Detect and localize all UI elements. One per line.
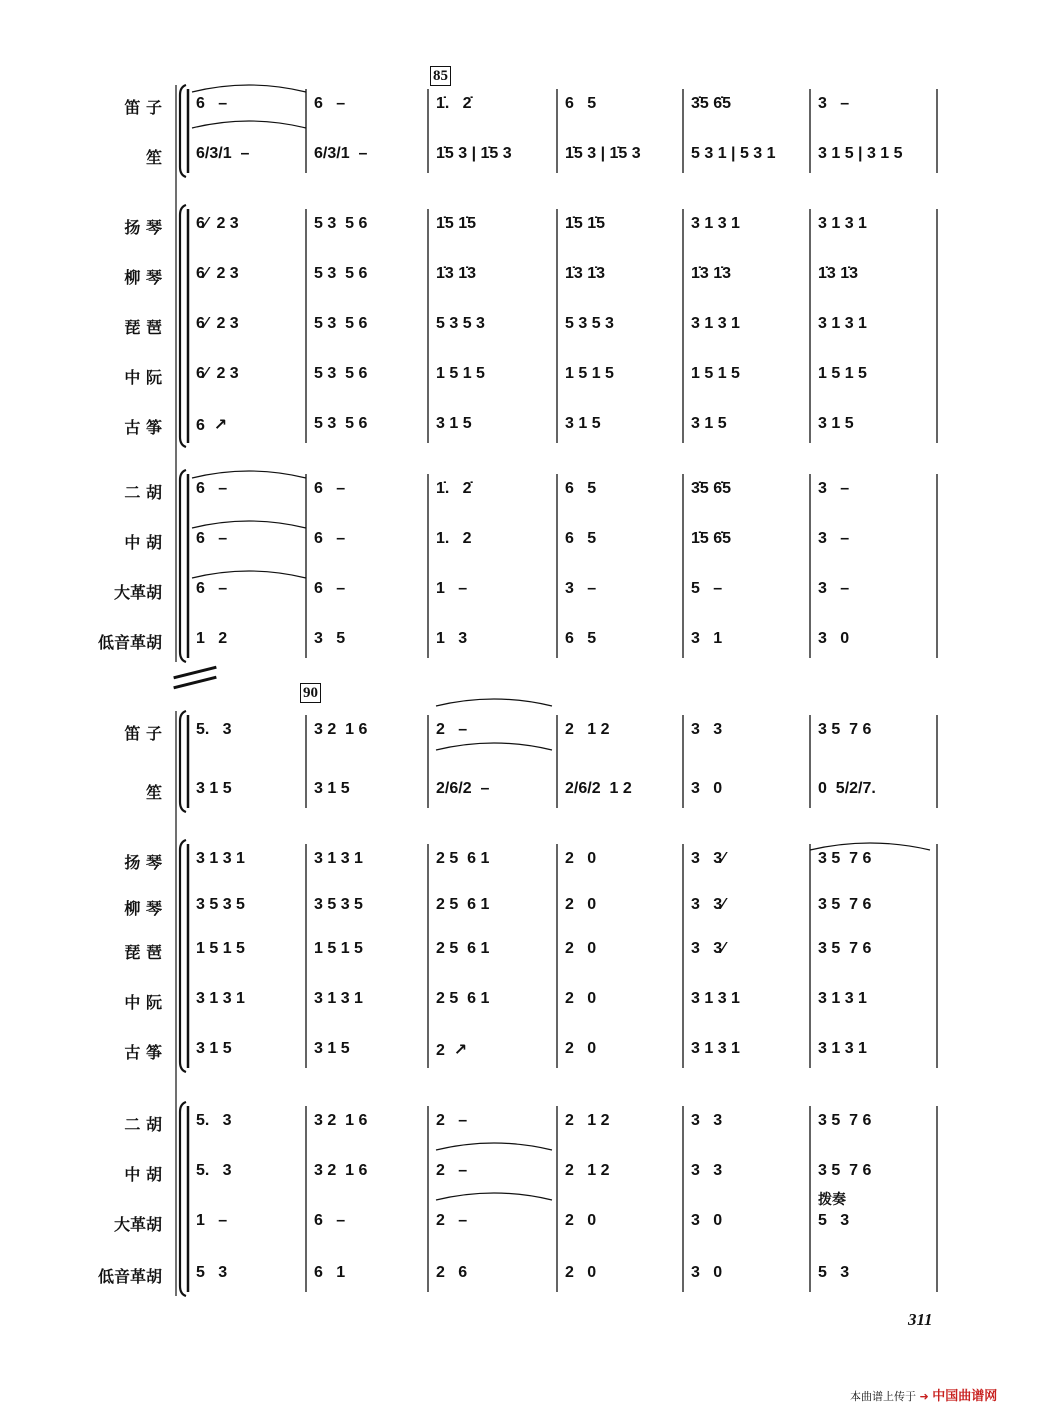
measure-notes: 2 – xyxy=(436,1212,468,1229)
measure-notes: 3 1 5 xyxy=(196,1040,232,1057)
measure-notes: 3 1 3 1 xyxy=(818,990,867,1007)
measure-notes: 2 – xyxy=(436,1162,468,1179)
measure-notes: 3 5 7 6 xyxy=(818,1162,872,1179)
measure-notes: 6 – xyxy=(314,580,346,597)
measure-notes: 2 0 xyxy=(565,940,597,957)
measure-notes: 3 5 3 5 xyxy=(314,896,363,913)
measure-notes: 6 – xyxy=(314,480,346,497)
measure-notes: 1 5 1 5 xyxy=(314,940,363,957)
measure-notes: 6 ↗ xyxy=(196,417,228,434)
measure-notes: 6 – xyxy=(314,95,346,112)
tie-slur xyxy=(192,521,306,528)
instrument-label: 大革胡 xyxy=(113,583,162,602)
group-bracket xyxy=(180,205,186,447)
measure-notes: 3 1 3 1 xyxy=(818,315,867,332)
measure-notes: 6 – xyxy=(196,580,228,597)
measure-notes: 1 5 1 5 xyxy=(565,365,614,382)
measure-notes: 6 1 xyxy=(314,1264,346,1281)
measure-notes: 1̇5 3 | 1̇5 3 xyxy=(565,145,641,162)
measure-notes: 1̇. 2̇ xyxy=(436,95,472,112)
measure-notes: 3 – xyxy=(565,580,597,597)
instrument-label: 大革胡 xyxy=(113,1215,162,1234)
measure-notes: 6 5 xyxy=(565,530,597,547)
measure-notes: 1̇5 1̇5 xyxy=(436,215,477,232)
instrument-label: 中 阮 xyxy=(124,993,162,1012)
measure-notes: 3 5 7 6 xyxy=(818,896,872,913)
measure-notes: 3 1 3 1 xyxy=(818,215,867,232)
measure-notes: 3 – xyxy=(818,480,850,497)
measure-notes: 1 – xyxy=(196,1212,228,1229)
tie-slur xyxy=(192,85,306,92)
instrument-label: 笙 xyxy=(145,148,162,167)
instrument-label: 柳 琴 xyxy=(124,899,162,918)
instrument-label: 中 胡 xyxy=(124,533,162,552)
instrument-label: 琵 琶 xyxy=(124,318,162,337)
measure-notes: 3̇5 6̇5 xyxy=(691,95,732,112)
measure-notes: 1̇5 1̇5 xyxy=(565,215,606,232)
measure-notes: 6 – xyxy=(314,530,346,547)
measure-notes: 2 1 2 xyxy=(565,721,610,738)
measure-notes: 1 – xyxy=(436,580,468,597)
tie-slur xyxy=(436,699,552,706)
measure-notes: 3 1 xyxy=(691,630,723,647)
group-bracket xyxy=(180,85,186,177)
measure-notes: 3 5 7 6 xyxy=(818,850,872,867)
measure-notes: 1 5 1 5 xyxy=(196,940,245,957)
measure-notes: 5. 3 xyxy=(196,1162,232,1179)
measure-notes: 3 1 3 1 xyxy=(314,850,363,867)
measure-notes: 3 1 3 1 xyxy=(314,990,363,1007)
instrument-label: 中 阮 xyxy=(124,368,162,387)
measure-notes: 5 3 5 3 xyxy=(436,315,485,332)
measure-notes: 3 3 xyxy=(691,721,723,738)
instrument-label: 二 胡 xyxy=(124,1115,162,1134)
measure-notes: 1 5 1 5 xyxy=(691,365,740,382)
group-bracket xyxy=(180,470,186,662)
measure-notes: 2 – xyxy=(436,721,468,738)
measure-notes: 2/6/2 – xyxy=(436,780,490,797)
measure-notes: 6⁄ 2 3 xyxy=(196,215,239,232)
measure-notes: 5 3 1 | 5 3 1 xyxy=(691,145,776,162)
measure-notes: 3 0 xyxy=(818,630,850,647)
tie-slur xyxy=(192,121,306,128)
measure-notes: 3 1 3 1 xyxy=(196,850,245,867)
measure-notes: 5 3 5 6 xyxy=(314,415,368,432)
measure-notes: 3 1 3 1 xyxy=(691,1040,740,1057)
instrument-label: 古 筝 xyxy=(124,418,162,437)
measure-notes: 3 0 xyxy=(691,1212,723,1229)
measure-notes: 1̇3 1̇3 xyxy=(436,265,477,282)
measure-notes: 1 5 1 5 xyxy=(818,365,867,382)
footer xyxy=(850,1385,997,1404)
measure-notes: 5 3 5 3 xyxy=(565,315,614,332)
group-bracket xyxy=(180,1102,186,1296)
measure-notes: 2 5 6 1 xyxy=(436,896,490,913)
measure-notes: 3 3⁄ xyxy=(691,896,725,913)
measure-notes: 0 5/2/7. xyxy=(818,780,876,797)
measure-notes: 3 3⁄ xyxy=(691,850,725,867)
measure-notes: 2 – xyxy=(436,1112,468,1129)
measure-notes: 2 ↗ xyxy=(436,1042,468,1059)
measure-notes: 6 5 xyxy=(565,630,597,647)
measure-notes: 3 1 5 xyxy=(565,415,601,432)
measure-notes: 2 0 xyxy=(565,850,597,867)
measure-notes: 5 3 xyxy=(818,1212,850,1229)
measure-notes: 6 – xyxy=(196,95,228,112)
tie-slur xyxy=(436,743,552,750)
instrument-label: 笛 子 xyxy=(124,724,162,743)
measure-notes: 3 1 5 xyxy=(196,780,232,797)
measure-notes: 2 0 xyxy=(565,896,597,913)
instrument-label: 低音革胡 xyxy=(97,1267,162,1286)
measure-notes: 3 5 3 5 xyxy=(196,896,245,913)
measure-notes: 2/6/2 1 2 xyxy=(565,780,632,797)
measure-notes: 2 5 6 1 xyxy=(436,990,490,1007)
measure-notes: 3 1 5 xyxy=(436,415,472,432)
tie-slur xyxy=(192,571,306,578)
measure-notes: 2 0 xyxy=(565,990,597,1007)
measure-notes: 3 1 5 xyxy=(691,415,727,432)
measure-notes: 6 – xyxy=(314,1212,346,1229)
measure-notes: 3 – xyxy=(818,530,850,547)
measure-notes: 2 6 xyxy=(436,1264,468,1281)
group-bracket xyxy=(180,840,186,1072)
measure-notes: 3 – xyxy=(818,95,850,112)
measure-notes: 3̇5 6̇5 xyxy=(691,480,732,497)
measure-notes: 2 5 6 1 xyxy=(436,940,490,957)
measure-notes: 1̇5 3 | 1̇5 3 xyxy=(436,145,512,162)
technique-text: 拨奏 xyxy=(818,1192,846,1208)
measure-notes: 3 1 3 1 xyxy=(196,990,245,1007)
rehearsal-mark-90: 90 xyxy=(300,683,321,703)
measure-notes: 1̇3 1̇3 xyxy=(565,265,606,282)
measure-notes: 5 3 xyxy=(196,1264,228,1281)
measure-notes: 3 3 xyxy=(691,1112,723,1129)
measure-notes: 6 5 xyxy=(565,480,597,497)
instrument-label: 笛 子 xyxy=(124,98,162,117)
measure-notes: 3 5 7 6 xyxy=(818,721,872,738)
measure-notes: 2 0 xyxy=(565,1212,597,1229)
measure-notes: 5 3 5 6 xyxy=(314,315,368,332)
measure-notes: 5 – xyxy=(691,580,723,597)
measure-notes: 5 3 5 6 xyxy=(314,265,368,282)
upload-text: 本曲谱上传于 xyxy=(850,1390,916,1403)
measure-notes: 3 5 7 6 xyxy=(818,1112,872,1129)
instrument-label: 扬 琴 xyxy=(124,853,162,872)
instrument-label: 笙 xyxy=(145,783,162,802)
measure-notes: 5 3 xyxy=(818,1264,850,1281)
instrument-label: 琵 琶 xyxy=(124,943,162,962)
measure-notes: 2 1 2 xyxy=(565,1162,610,1179)
measure-notes: 6 – xyxy=(196,480,228,497)
measure-notes: 6⁄ 2 3 xyxy=(196,265,239,282)
tie-slur xyxy=(810,843,930,850)
measure-notes: 6/3/1 – xyxy=(196,145,250,162)
measure-notes: 3 5 7 6 xyxy=(818,940,872,957)
measure-notes: 1 3 xyxy=(436,630,468,647)
rehearsal-mark-85: 85 xyxy=(430,66,451,86)
measure-notes: 1̇3 1̇3 xyxy=(818,265,859,282)
measure-notes: 3 3 xyxy=(691,1162,723,1179)
site-name: 中国曲谱网 xyxy=(932,1389,998,1404)
measure-notes: 5. 3 xyxy=(196,721,232,738)
tie-slur xyxy=(436,1143,552,1150)
measure-notes: 5 3 5 6 xyxy=(314,365,368,382)
tie-slur xyxy=(436,1193,552,1200)
group-bracket xyxy=(180,711,186,812)
measure-notes: 3 1 5 | 3 1 5 xyxy=(818,145,903,162)
measure-notes: 3 – xyxy=(818,580,850,597)
measure-notes: 2 1 2 xyxy=(565,1112,610,1129)
measure-notes: 3 0 xyxy=(691,780,723,797)
measure-notes: 3 5 xyxy=(314,630,346,647)
measure-notes: 2 5 6 1 xyxy=(436,850,490,867)
measure-notes: 1̇. 2̇ xyxy=(436,480,472,497)
instrument-label: 扬 琴 xyxy=(124,218,162,237)
measure-notes: 1̇3 1̇3 xyxy=(691,265,732,282)
measure-notes: 3 1 3 1 xyxy=(691,990,740,1007)
measure-notes: 3 1 3 1 xyxy=(818,1040,867,1057)
measure-notes: 2 0 xyxy=(565,1264,597,1281)
measure-notes: 6 5 xyxy=(565,95,597,112)
measure-notes: 1 5 1 5 xyxy=(436,365,485,382)
instrument-label: 中 胡 xyxy=(124,1165,162,1184)
measure-notes: 3 1 3 1 xyxy=(691,215,740,232)
measure-notes: 1. 2 xyxy=(436,530,472,547)
measure-notes: 5 3 5 6 xyxy=(314,215,368,232)
measure-notes: 1 2 xyxy=(196,630,228,647)
measure-notes: 6/3/1 – xyxy=(314,145,368,162)
page-number: 311 xyxy=(908,1310,933,1329)
measure-notes: 6⁄ 2 3 xyxy=(196,365,239,382)
measure-notes: 3 2 1 6 xyxy=(314,1112,368,1129)
measure-notes: 3 1 3 1 xyxy=(691,315,740,332)
measure-notes: 3 1 5 xyxy=(818,415,854,432)
measure-notes: 3 1 5 xyxy=(314,1040,350,1057)
measure-notes: 3 0 xyxy=(691,1264,723,1281)
site-logo-icon: ➜ xyxy=(919,1390,929,1403)
tie-slur xyxy=(192,471,306,478)
measure-notes: 6⁄ 2 3 xyxy=(196,315,239,332)
measure-notes: 5. 3 xyxy=(196,1112,232,1129)
instrument-label: 二 胡 xyxy=(124,483,162,502)
measure-notes: 3 3⁄ xyxy=(691,940,725,957)
instrument-label: 古 筝 xyxy=(124,1043,162,1062)
measure-notes: 3 2 1 6 xyxy=(314,721,368,738)
measure-notes: 1̇5 6̇5 xyxy=(691,530,732,547)
instrument-label: 柳 琴 xyxy=(124,268,162,287)
measure-notes: 6 – xyxy=(196,530,228,547)
measure-notes: 3 2 1 6 xyxy=(314,1162,368,1179)
instrument-label: 低音革胡 xyxy=(97,633,162,652)
measure-notes: 2 0 xyxy=(565,1040,597,1057)
measure-notes: 3 1 5 xyxy=(314,780,350,797)
